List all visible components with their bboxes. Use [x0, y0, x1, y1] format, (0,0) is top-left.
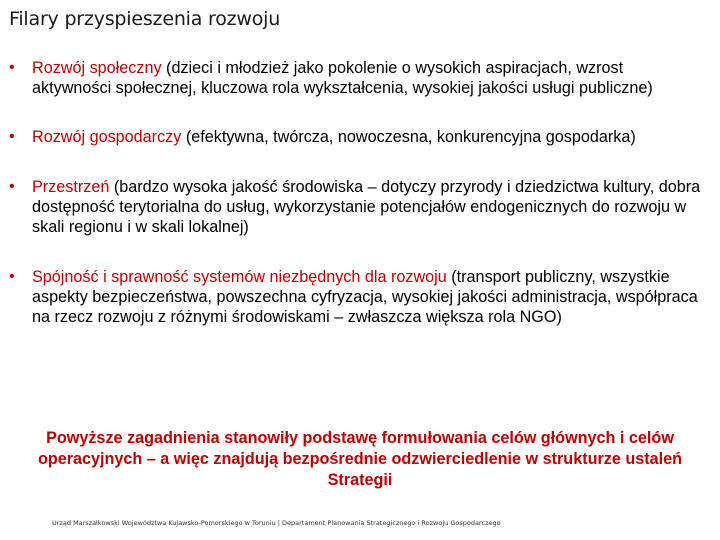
bullet-social-development	[0, 58, 720, 98]
slide-title: Filary przyspieszenia rozwoju	[9, 8, 281, 30]
bullet-economic-development	[0, 127, 720, 147]
bullet-description: (transport publiczny, wszystkie aspekty bezpieczeństwa, powszechna cyfryzacja, wysokiej jakości administracja, współpraca na rzecz rozwoju z różnymi środowiskami – zwłaszcza większa rola NGO)	[32, 268, 698, 326]
footer-text: Urząd Marszałkowski Województwa Kujawsko-Pomorskiego w Toruniu | Departament Planowania Strategicznego i Rozwoju Gospodarczego	[52, 519, 501, 527]
bullet-key-term: Spójność i sprawność systemów niezbędnych dla rozwoju	[32, 268, 447, 286]
bullet-space	[0, 177, 720, 237]
bullet-description: (dzieci i młodzież jako pokolenie o wysokich aspiracjach, wzrost aktywności społecznej, kluczowa rola wykształcenia, wysokiej jakości usługi publiczne)	[32, 59, 653, 97]
pillars-list	[0, 58, 720, 327]
bullet-dot-icon: •	[9, 59, 15, 76]
bullet-description: (efektywna, twórcza, nowoczesna, konkurencyjna gospodarka)	[181, 128, 636, 146]
bullet-dot-icon: •	[9, 178, 15, 195]
bullet-key-term: Rozwój gospodarczy	[32, 128, 182, 146]
bullet-dot-icon: •	[9, 128, 15, 145]
bullet-cohesion-systems	[0, 267, 720, 327]
bullet-key-term: Przestrzeń	[32, 178, 110, 196]
bullet-dot-icon: •	[9, 268, 15, 285]
bullet-key-term: Rozwój społeczny	[32, 59, 162, 77]
conclusion-statement: Powyższe zagadnienia stanowiły podstawę formułowania celów głównych i celów operacyjnych – a więc znajdują bezpośrednie odzwierciedlenie w strukturze ustaleń Strategii	[37, 429, 683, 489]
bullet-description: (bardzo wysoka jakość środowiska – dotyczy przyrody i dziedzictwa kultury, dobra dostępność terytorialna do usług, wykorzystanie potencjałów endogenicznych do rozwoju w skali regionu i w skali lokalnej)	[32, 178, 701, 236]
